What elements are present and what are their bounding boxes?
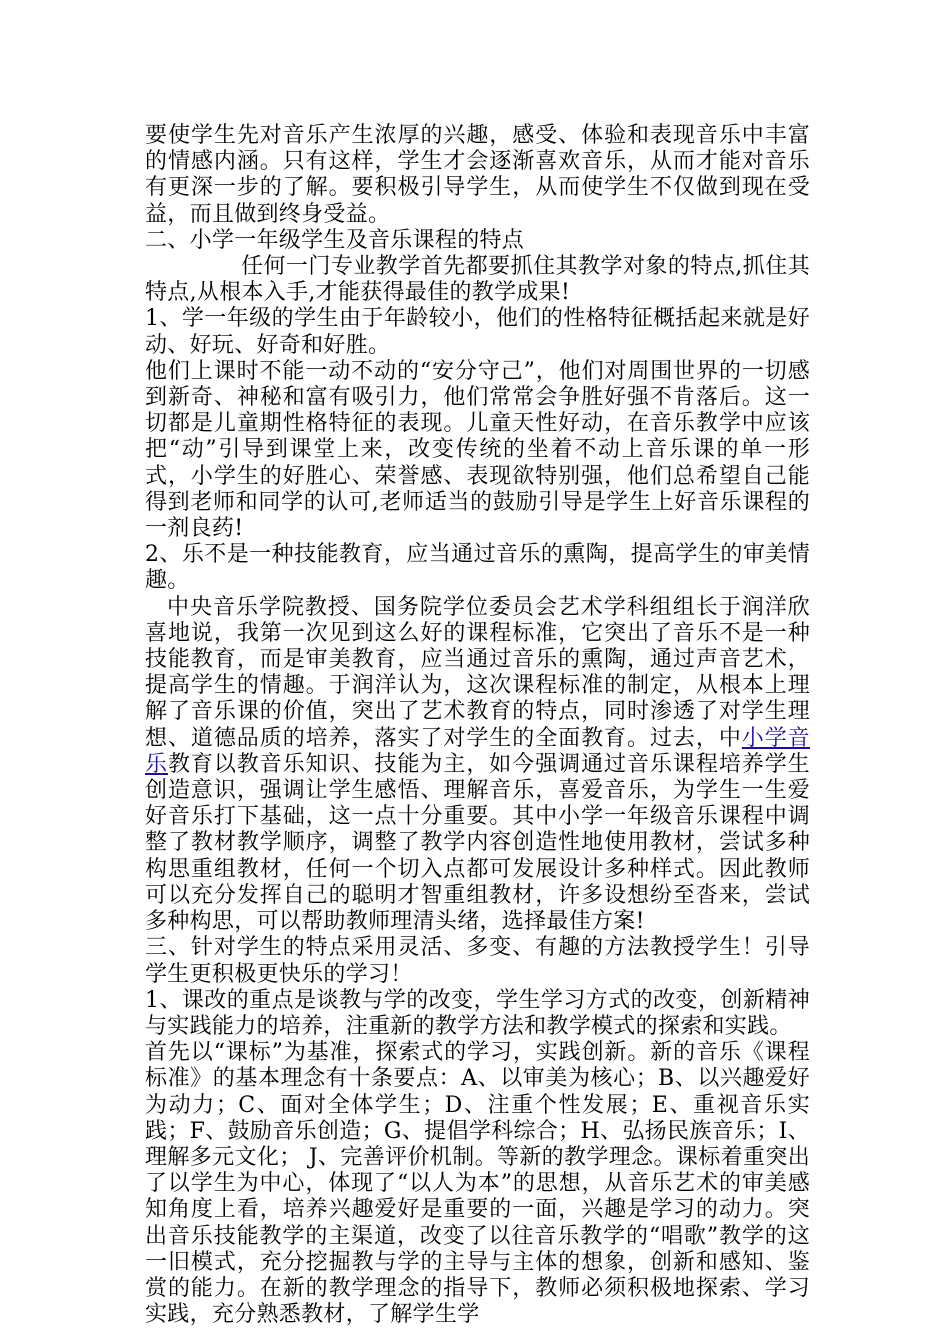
- paragraph-point-one: 1、学一年级的学生由于年龄较小，他们的性格特征概括起来就是好动、好玩、好奇和好胜。: [145, 306, 810, 358]
- section-heading-three: 三、针对学生的特点采用灵活、多变、有趣的方法教授学生！引导学生更积极更快乐的学习！: [145, 935, 810, 987]
- paragraph-character-traits: 他们上课时不能一动不动的“安分守己”，他们对周围世界的一切感到新奇、神秘和富有吸引力，他们常常会争胜好强不肯落后。这一切都是儿童期性格特征的表现。儿童天性好动，在音乐教学中应该把“动”引导到课堂上来，改变传统的坐着不动上音乐课的单一形式，小学生的好胜心、荣誉感、表现欲特别强，他们总希望自己能得到老师和同学的认可,老师适当的鼓励引导是学生上好音乐课程的一剂良药!: [145, 358, 810, 542]
- section-heading-two: 二、小学一年级学生及音乐课程的特点: [145, 227, 525, 253]
- document-page: [145, 123, 810, 1328]
- paragraph-interest: 要使学生先对音乐产生浓厚的兴趣，感受、体验和表现音乐中丰富的情感内涵。只有这样，学生才会逐渐喜欢音乐，从而才能对音乐有更深一步的了解。要积极引导学生，从而使学生不仅做到现在受益，而且做到终身受益。: [145, 123, 810, 227]
- paragraph-teaching-focus: 任何一门专业教学首先都要抓住其教学对象的特点,抓住其特点,从根本入手,才能获得最佳的教学成果!: [145, 254, 810, 306]
- primary-music-link[interactable]: 小学音乐: [145, 725, 810, 777]
- paragraph-new-concepts: 首先以“课标”为基准，探索式的学习，实践创新。新的音乐《课程标准》的基本理念有十条要点：A、以审美为核心；B、以兴趣爱好为动力；C、面对全体学生；D、注重个性发展；E、重视音乐实践；F、鼓励音乐创造；G、提倡学科综合；H、弘扬民族音乐；I、理解多元文化； J、完善评价机制。等新的教学理念。课标着重突出了以学生为中心，体现了“以人为本”的思想，从音乐艺术的审美感知角度上看，培养兴趣爱好是重要的一面，兴趣是学习的动力。突出音乐技能教学的主渠道，改变了以往音乐教学的“唱歌”教学的这一旧模式，充分挖掘教与学的主导与主体的想象，创新和感知、鉴赏的能力。在新的教学理念的指导下，教师必须积极地探索、学习实践，充分熟悉教材，了解学生学: [145, 1040, 810, 1328]
- paragraph-text-before-link: 中央音乐学院教授、国务院学位委员会艺术学科组组长于润洋欣喜地说，我第一次见到这么好的课程标准，它突出了音乐不是一种技能教育，而是审美教育，应当通过音乐的熏陶，通过声音艺术，提高学生的情趣。于润洋认为，这次课程标准的制定，从根本上理解了音乐课的价值，突出了艺术教育的特点，同时渗透了对学生理想、道德品质的培养，落实了对学生的全面教育。过去，中: [145, 594, 810, 751]
- paragraph-curriculum-standard: [145, 595, 810, 936]
- paragraph-reform-focus: 1、课改的重点是谈教与学的改变，学生学习方式的改变，创新精神与实践能力的培养，注重新的教学方法和教学模式的探索和实践。: [145, 987, 810, 1039]
- paragraph-text-after-link: 教育以教音乐知识、技能为主，如今强调通过音乐课程培养学生创造意识，强调让学生感悟、理解音乐，喜爱音乐，为学生一生爱好音乐打下基础，这一点十分重要。其中小学一年级音乐课程中调整了教材教学顺序，调整了教学内容创造性地使用教材，尝试多种构思重组教材，任何一个切入点都可发展设计多种样式。因此教师可以充分发挥自己的聪明才智重组教材，许多设想纷至沓来，尝试多种构思，可以帮助教师理清头绪，选择最佳方案!: [145, 751, 810, 935]
- paragraph-point-two: 2、乐不是一种技能教育，应当通过音乐的熏陶，提高学生的审美情趣。: [145, 542, 810, 594]
